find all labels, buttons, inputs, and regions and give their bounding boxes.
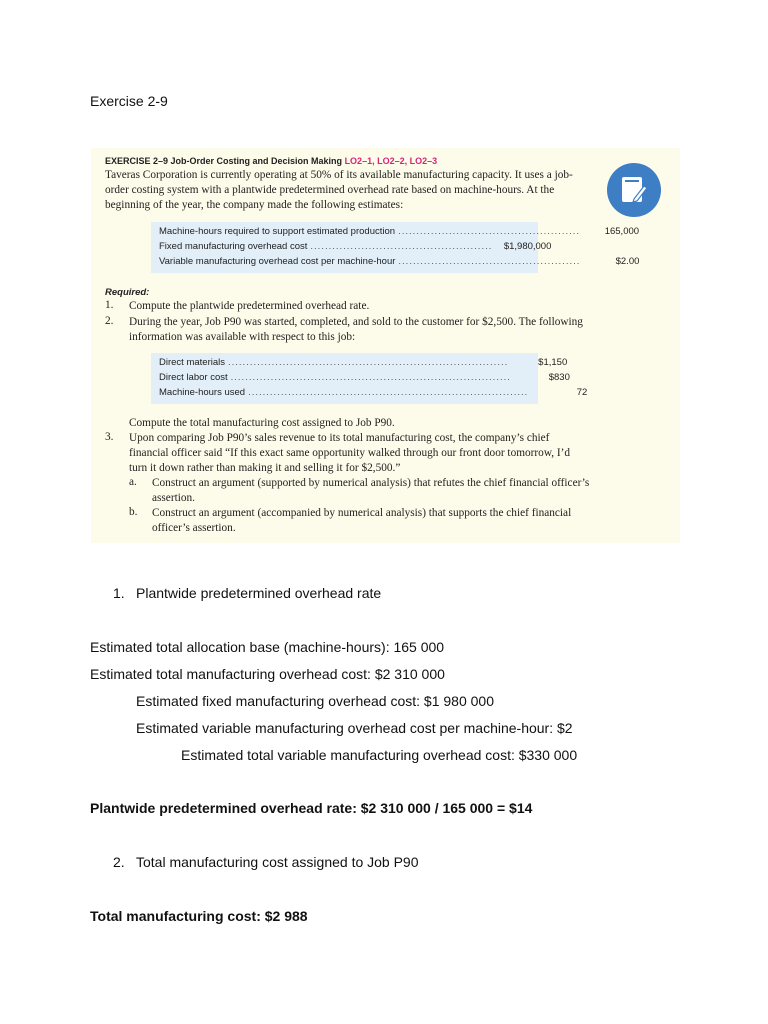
answer-line-variable-rate: Estimated variable manufacturing overhead cost per machine-hour: $2: [136, 720, 573, 736]
document-title: Exercise 2-9: [90, 93, 168, 109]
section-2-number: 2.: [113, 854, 125, 870]
estimate-label: Machine-hours required to support estimated production: [159, 226, 396, 237]
question-3: Upon comparing Job P90’s sales revenue to its total manufacturing cost, the company’s chief financial officer said “If this exact same opportunity walked through our front door tomorrow, I’d turn it down rather than making it and selling it for $2,500.”: [129, 432, 571, 474]
estimate-row: Variable manufacturing overhead cost per machine-hour .................................................. $2.00: [159, 256, 532, 270]
question-number: 1.: [105, 299, 114, 311]
question-2-followup: Compute the total manufacturing cost assigned to Job P90.: [129, 417, 395, 429]
exercise-header-text: EXERCISE 2–9 Job-Order Costing and Decision Making: [105, 156, 345, 166]
section-1-number: 1.: [113, 585, 125, 601]
estimate-value: $1,980,000: [503, 241, 552, 252]
overhead-rate-result: Plantwide predetermined overhead rate: $2 310 000 / 165 000 = $14: [90, 800, 533, 816]
job-row: Direct materials ............................................................................. $1,150: [159, 357, 532, 371]
job-row: Direct labor cost ............................................................................. $830: [159, 372, 532, 386]
job-data-table: [151, 353, 588, 404]
answer-line-total-overhead: Estimated total manufacturing overhead cost: $2 310 000: [90, 666, 445, 682]
estimate-label: Fixed manufacturing overhead cost: [159, 241, 308, 252]
job-label: Machine-hours used: [159, 387, 246, 398]
estimate-label: Variable manufacturing overhead cost per machine-hour: [159, 256, 396, 267]
required-heading: Required:: [105, 287, 150, 298]
section-2-title: Total manufacturing cost assigned to Job P90: [136, 854, 419, 870]
question-number: 2.: [105, 315, 114, 327]
question-1: Compute the plantwide predetermined overhead rate.: [129, 300, 370, 312]
estimate-value: $2.00: [615, 256, 640, 267]
question-3b: Construct an argument (accompanied by numerical analysis) that supports the chief financial officer’s assertion.: [152, 507, 572, 534]
section-1-title: Plantwide predetermined overhead rate: [136, 585, 382, 601]
question-number: 3.: [105, 431, 114, 443]
job-value: 72: [576, 387, 588, 398]
exercise-intro: Taveras Corporation is currently operating at 50% of its available manufacturing capacity. It uses a job-order costing system with a plantwide predetermined overhead rate based on machine-hours. At the beginning of the year, the company made the following estimates:: [105, 169, 573, 211]
answer-line-fixed-overhead: Estimated fixed manufacturing overhead cost: $1 980 000: [136, 693, 494, 709]
job-label: Direct labor cost: [159, 372, 228, 383]
job-row: Machine-hours used ............................................................................. 72: [159, 387, 532, 401]
job-label: Direct materials: [159, 357, 225, 368]
estimate-value: 165,000: [604, 226, 640, 237]
total-cost-result: Total manufacturing cost: $2 988: [90, 908, 308, 924]
question-2: During the year, Job P90 was started, completed, and sold to the customer for $2,500. The following information was available with respect to this job:: [129, 316, 583, 343]
question-3a: Construct an argument (supported by numerical analysis) that refutes the chief financial officer’s assertion.: [152, 477, 590, 504]
subquestion-letter: b.: [129, 506, 138, 518]
answer-line-allocation-base: Estimated total allocation base (machine-hours): 165 000: [90, 639, 445, 655]
subquestion-letter: a.: [129, 476, 137, 488]
job-value: $1,150: [538, 357, 568, 368]
answer-line-variable-total: Estimated total variable manufacturing overhead cost: $330 000: [181, 747, 578, 763]
notebook-pencil-icon: [607, 163, 661, 217]
exercise-header: [105, 156, 437, 166]
estimates-table: [151, 222, 640, 273]
estimate-row: Machine-hours required to support estimated production .................................................. 165,000: [159, 226, 532, 240]
exercise-image: [91, 148, 680, 543]
estimate-row: Fixed manufacturing overhead cost .................................................. $1,980,000: [159, 241, 532, 255]
job-value: $830: [548, 372, 570, 383]
learning-objectives: LO2–1, LO2–2, LO2–3: [344, 156, 438, 166]
